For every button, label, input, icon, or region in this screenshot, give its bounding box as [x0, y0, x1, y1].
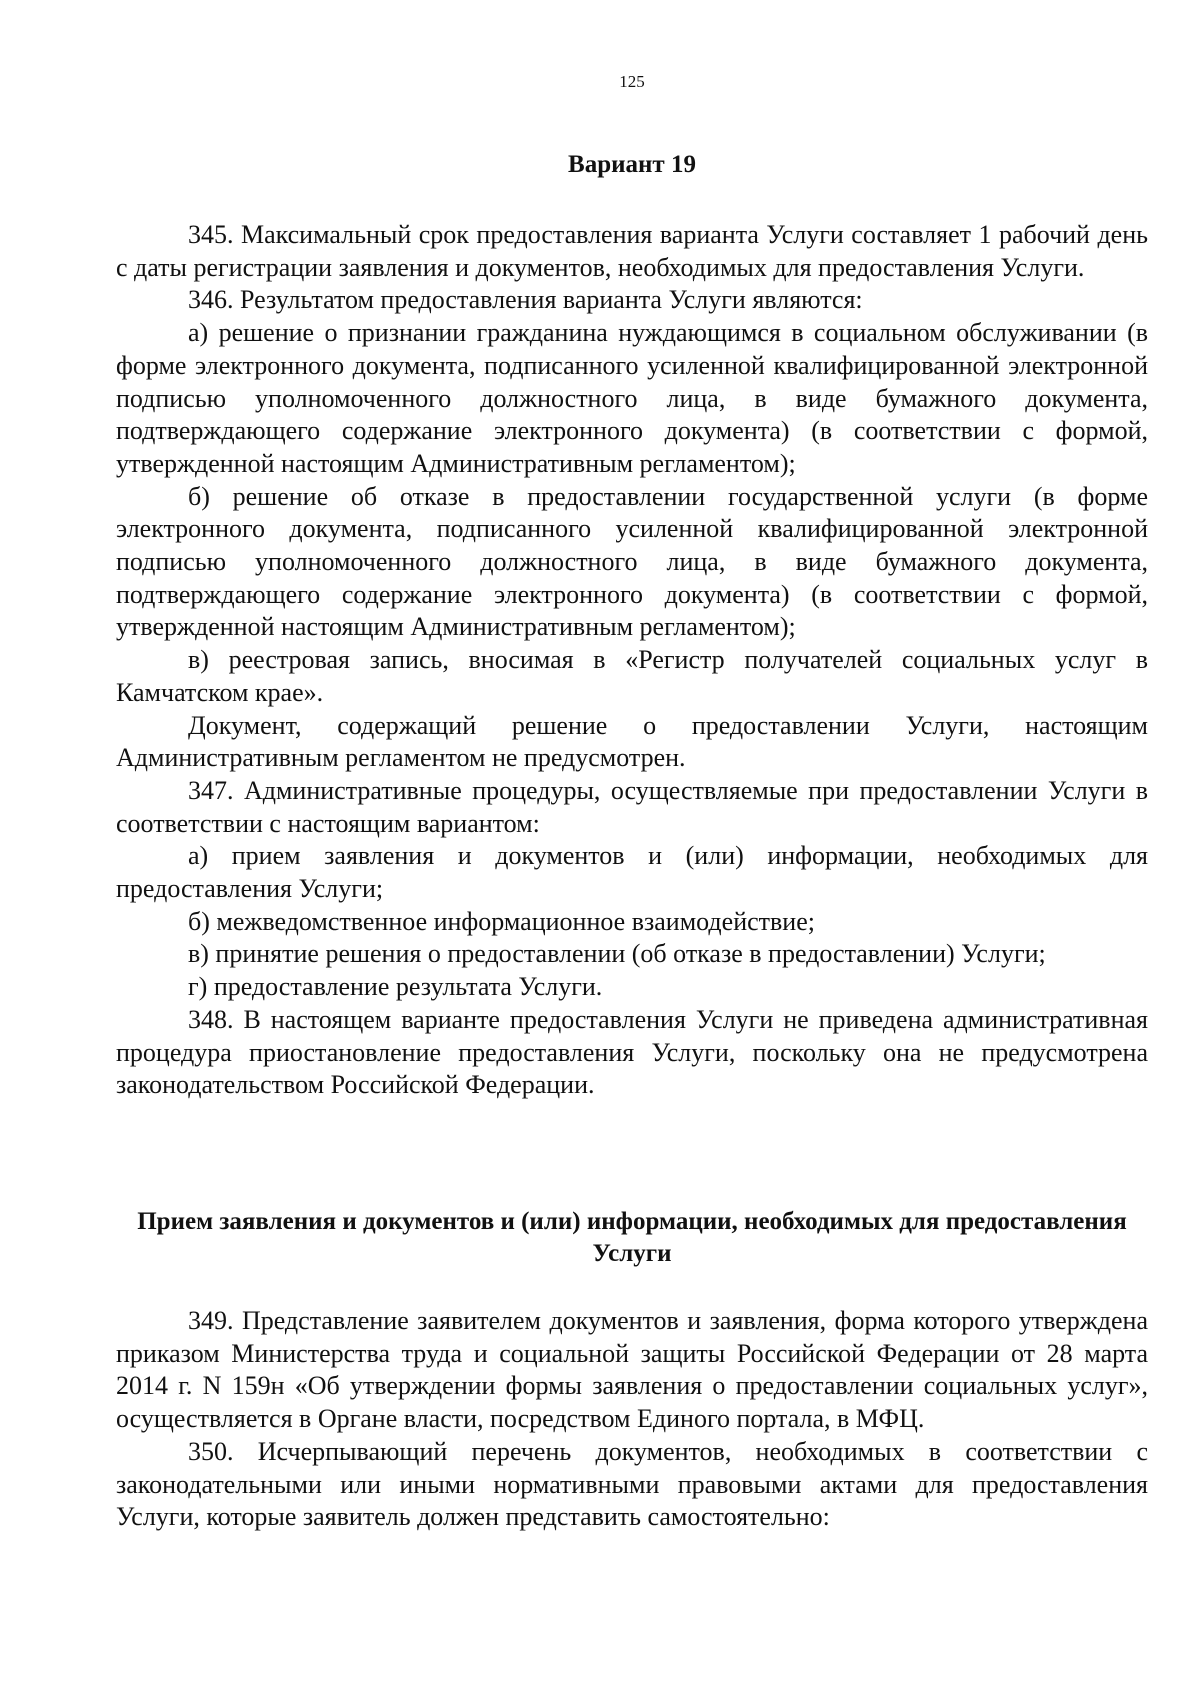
paragraph-347-a: а) прием заявления и документов и (или) информации, необходимых для предоставления Услуги; [116, 841, 1148, 904]
paragraph-349: 349. Представление заявителем документов и заявления, форма которого утверждена приказом Министерства труда и социальной защиты Российской Федерации от 28 марта 2014 г. N 159н «Об утверждении формы заявления о предоставлении социальных услуг», осуществляется в Органе власти, посредством Единого портала, в МФЦ. [116, 1306, 1148, 1434]
section-heading: Прием заявления и документов и (или) информации, необходимых для предоставления Услуги [137, 1208, 1127, 1267]
page-number: 125 [619, 72, 645, 91]
paragraph-347: 347. Административные процедуры, осуществляемые при предоставлении Услуги в соответствии с настоящим вариантом: [116, 775, 1148, 838]
paragraph-document-note: Документ, содержащий решение о предоставлении Услуги, настоящим Административным регламентом не предусмотрен. [116, 710, 1148, 773]
variant-body [116, 219, 1148, 1102]
paragraph-347-g: г) предоставление результата Услуги. [188, 972, 603, 1002]
paragraph-347-v: в) принятие решения о предоставлении (об отказе в предоставлении) Услуги; [188, 939, 1046, 969]
paragraph-346-v: в) реестровая запись, вносимая в «Регистр получателей социальных услуг в Камчатском крае». [116, 645, 1148, 707]
paragraph-350: 350. Исчерпывающий перечень документов, необходимых в соответствии с законодательными или иными нормативными правовыми актами для предоставления Услуги, которые заявитель должен представить самостоятельно: [116, 1436, 1148, 1532]
paragraph-346: 346. Результатом предоставления варианта Услуги являются: [188, 285, 863, 315]
paragraph-346-a: а) решение о признании гражданина нуждающимся в социальном обслуживании (в форме электронного документа, подписанного усиленной квалифицированной электронной подписью уполномоченного должностного лица, в виде бумажного документа, подтверждающего содержание электронного документа) (в соответствии с формой, утвержденной настоящим Административным регламентом); [116, 318, 1148, 478]
paragraph-345: 345. Максимальный срок предоставления варианта Услуги составляет 1 рабочий день с даты регистрации заявления и документов, необходимых для предоставления Услуги. [116, 220, 1148, 282]
paragraph-348: 348. В настоящем варианте предоставления Услуги не приведена административная процедура приостановление предоставления Услуги, поскольку она не предусмотрена законодательством Российской Федерации. [116, 1004, 1148, 1100]
paragraph-347-b: б) межведомственное информационное взаимодействие; [188, 906, 815, 936]
section-body [116, 1305, 1148, 1534]
variant-heading: Вариант 19 [568, 151, 696, 178]
paragraph-346-b: б) решение об отказе в предоставлении государственной услуги (в форме электронного документа, подписанного усиленной квалифицированной электронной подписью уполномоченного должностного лица, в виде бумажного документа, подтверждающего содержание электронного документа) (в соответствии с формой, утвержденной настоящим Административным регламентом); [116, 481, 1148, 642]
